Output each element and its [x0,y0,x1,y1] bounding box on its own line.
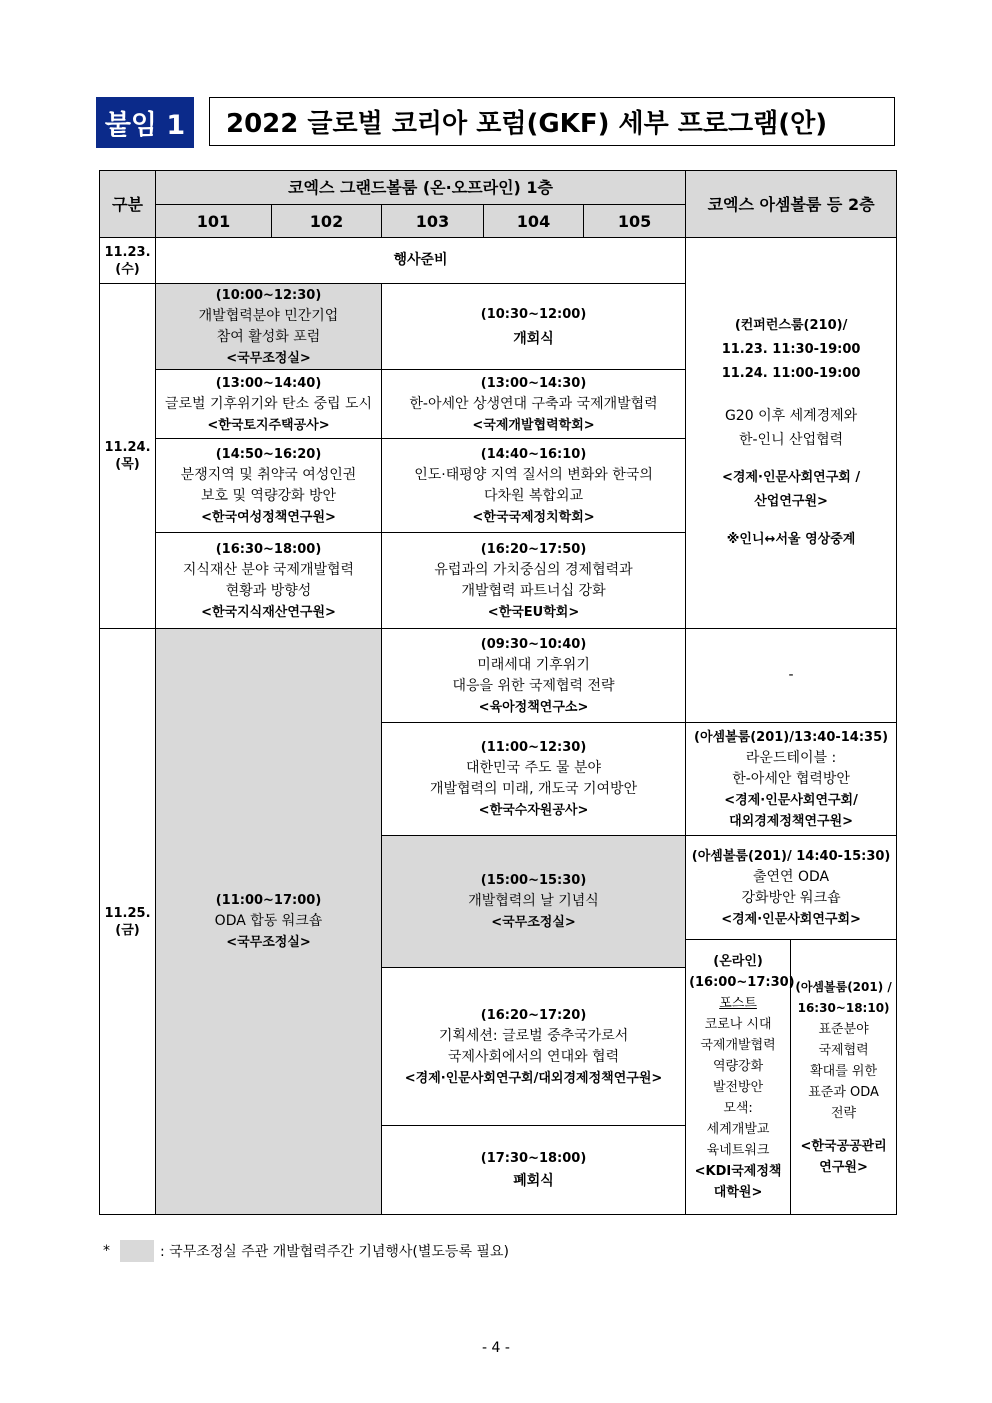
session-org: 대외경제정책연구원> [729,813,854,829]
session-1124-left-4 [156,533,382,629]
session-org: <경제·인문사회연구회/ [724,792,858,808]
asem-org-1: <경제·인문사회연구회 / [722,470,861,485]
session-line: 역량강화 [712,1059,764,1074]
session-line: 국제사회에서의 연대와 협력 [447,1048,620,1065]
session-time: (아셈볼룸(201)/ 14:40-15:30) [691,848,891,864]
session-line: 대한민국 주도 물 분야 [465,760,602,776]
session-time: (09:30~10:40) [480,636,587,652]
session-line: 개발협력의 미래, 개도국 기여방안 [429,781,638,797]
footnote-star: * [103,1243,110,1259]
gray-legend-swatch [120,1240,154,1262]
session-org: <국무조정실> [226,350,311,366]
asem-time-2: 11.24. 11:00-19:00 [721,366,861,381]
session-line: 글로벌 기후위기와 탄소 중립 도시 [164,395,373,412]
dow-text: (수) [115,261,140,277]
session-time: (16:20~17:20) [480,1007,587,1023]
session-line: 발전방안 [712,1080,764,1095]
session-time: 16:30~18:10) [797,1000,890,1015]
session-1124-left-1 [156,284,382,370]
session-line: 지식재산 분야 국제개발협력 [182,561,355,578]
asem-1125-empty: - [686,629,897,723]
session-1124-right-3 [382,439,686,533]
asem-org-2: 산업연구원> [754,494,828,509]
session-line: 현황과 방향성 [225,582,312,599]
session-org: <경제·인문사회연구회> [721,911,861,927]
session-org: <한국토지주택공사> [207,417,330,433]
dow-text: (금) [115,922,140,938]
session-line: 포스트 [719,996,757,1011]
session-time: (15:00~15:30) [480,873,587,888]
session-time: (14:50~16:20) [215,446,322,462]
asem-room: (컨퍼런스룸(210)/ [734,318,848,333]
session-line: 개발협력의 날 기념식 [468,893,599,909]
session-line: 분쟁지역 및 취약국 여성인권 [180,466,357,483]
session-line: 보호 및 역량강화 방안 [200,487,337,504]
session-1125-mid-4 [382,968,686,1126]
session-time: (16:00~17:30) [689,975,795,990]
session-line: 한-아세안 상생연대 구축과 국제개발협력 [409,395,658,412]
header-room-102: 102 [272,205,382,238]
session-time: (11:00~17:00) [215,893,322,908]
session-org: 개회식 [513,330,554,347]
session-org: 폐회식 [513,1173,554,1189]
header-room-104: 104 [484,205,584,238]
session-org: 대학원> [713,1185,763,1200]
session-time: (아셈볼룸(201)/13:40-14:35) [694,729,889,745]
session-1125-mid-2 [382,723,686,836]
session-line: 기획세션: 글로벌 중추국가로서 [438,1027,629,1044]
session-org: <한국수자원공사> [478,803,589,818]
session-org: <KDI국제정책 [694,1164,782,1179]
session-1125-oda-workshop [156,629,382,1215]
session-line: 한-아세안 협력방안 [732,770,850,787]
session-org: <한국EU학회> [487,604,580,620]
session-line: 다차원 복합외교 [483,487,584,504]
asem-line-1: G20 이후 세계경제와 [724,408,858,424]
asem-remark: ※인니↔서울 영상중계 [726,532,856,547]
session-1124-right-2 [382,370,686,439]
session-line: 육네트워크 [706,1143,770,1158]
session-time: (10:30~12:00) [480,306,587,322]
date-text: 11.25. [104,905,151,921]
session-org: 연구원> [819,1159,868,1175]
session-org: <육아정책연구소> [478,699,589,715]
date-cell-1123 [100,238,156,284]
session-line: 확대를 위한 [810,1063,878,1079]
dow-text: (목) [115,457,140,472]
header-room-105: 105 [584,205,686,238]
asem-time-1: 11.23. 11:30-19:00 [721,342,861,357]
session-1124-left-3 [156,439,382,533]
footnote-text: : 국무조정실 주관 개발협력주간 기념행사(별도등록 필요) [160,1244,509,1260]
session-line: 표준분야 [818,1021,869,1037]
footnote [103,1240,509,1262]
date-text: 11.24. [104,440,151,455]
asem-1125-roundtable [686,723,897,836]
session-1124-right-4 [382,533,686,629]
session-org: <한국국제정치학회> [472,509,595,525]
asem-1125-online [686,940,795,1215]
header-grand-ballroom: 코엑스 그랜드볼룸 (온·오프라인) 1층 [156,171,686,205]
session-time: (11:00~12:30) [480,740,587,755]
session-org: <한국공공관리 [800,1138,887,1154]
session-1124-left-2 [156,370,382,439]
session-line: 미래세대 기후위기 [477,656,590,673]
session-1124-right-1 [382,284,686,370]
session-org: <경제·인문사회연구회/대외경제정책연구원> [404,1070,663,1086]
session-line: 전략 [831,1105,857,1121]
header-room-101: 101 [156,205,272,238]
date-cell-1125 [100,629,156,1215]
session-line: 대응을 위한 국제협력 전략 [452,677,615,694]
page-number: - 4 - [482,1340,510,1356]
session-line: 라운드테이블 : [745,749,837,766]
session-line: 국제개발협력 [700,1038,776,1053]
session-line: 국제협력 [818,1042,869,1058]
date-cell-1124 [100,284,156,629]
asem-line-2: 한-인니 산업협력 [738,432,844,448]
page-title: 2022 글로벌 코리아 포럼(GKF) 세부 프로그램(안) [209,97,895,146]
session-line: 유럽과의 가치중심의 경제협력과 [434,561,633,578]
session-line: 참여 활성화 포럼 [216,328,321,345]
session-time: (14:40~16:10) [480,446,587,462]
session-line: 모색: [723,1101,753,1116]
session-line: 개발협력분야 민간기업 [198,307,339,324]
session-line: 개발협력 파트너십 강화 [461,582,606,599]
session-time: (10:00~12:30) [215,287,322,303]
session-time: (16:20~17:50) [480,541,587,557]
session-line: 출연연 ODA [752,868,830,885]
attachment-badge: 붙임 1 [96,97,194,148]
asem-1124-session [686,238,897,629]
session-time: (16:30~18:00) [215,541,322,557]
session-line: 코로나 시대 [704,1017,772,1032]
header-room-103: 103 [382,205,484,238]
session-1125-mid-5 [382,1126,686,1215]
session-line: 인도·태평양 지역 질서의 변화와 한국의 [414,466,653,483]
session-line: 표준과 ODA [808,1084,879,1100]
session-1125-mid-3 [382,836,686,968]
session-line: ODA 합동 워크숍 [214,913,323,929]
session-1125-mid-1 [382,629,686,723]
session-org: <한국여성정책연구원> [201,509,336,525]
session-org: <한국지식재산연구원> [201,604,336,620]
event-prep: 행사준비 [156,238,686,284]
session-org: <국무조정실> [491,915,576,930]
session-line: 강화방안 워크숍 [741,889,841,906]
session-time: (13:00~14:30) [480,375,587,391]
session-heading: (아셈볼룸(201) / [795,979,892,994]
asem-1125-workshop [686,836,897,940]
program-table [99,170,897,1215]
header-gubun: 구분 [100,171,156,238]
session-time: (17:30~18:00) [480,1151,587,1166]
date-text: 11.23. [104,244,151,260]
session-org: <국제개발협력학회> [472,417,595,433]
header-asem-ballroom: 코엑스 아셈볼룸 등 2층 [686,171,897,238]
session-org: <국무조정실> [226,935,311,950]
asem-1125-standards [791,940,897,1215]
session-heading: (온라인) [713,954,763,969]
session-line: 세계개발교 [706,1122,770,1137]
session-time: (13:00~14:40) [215,375,322,391]
